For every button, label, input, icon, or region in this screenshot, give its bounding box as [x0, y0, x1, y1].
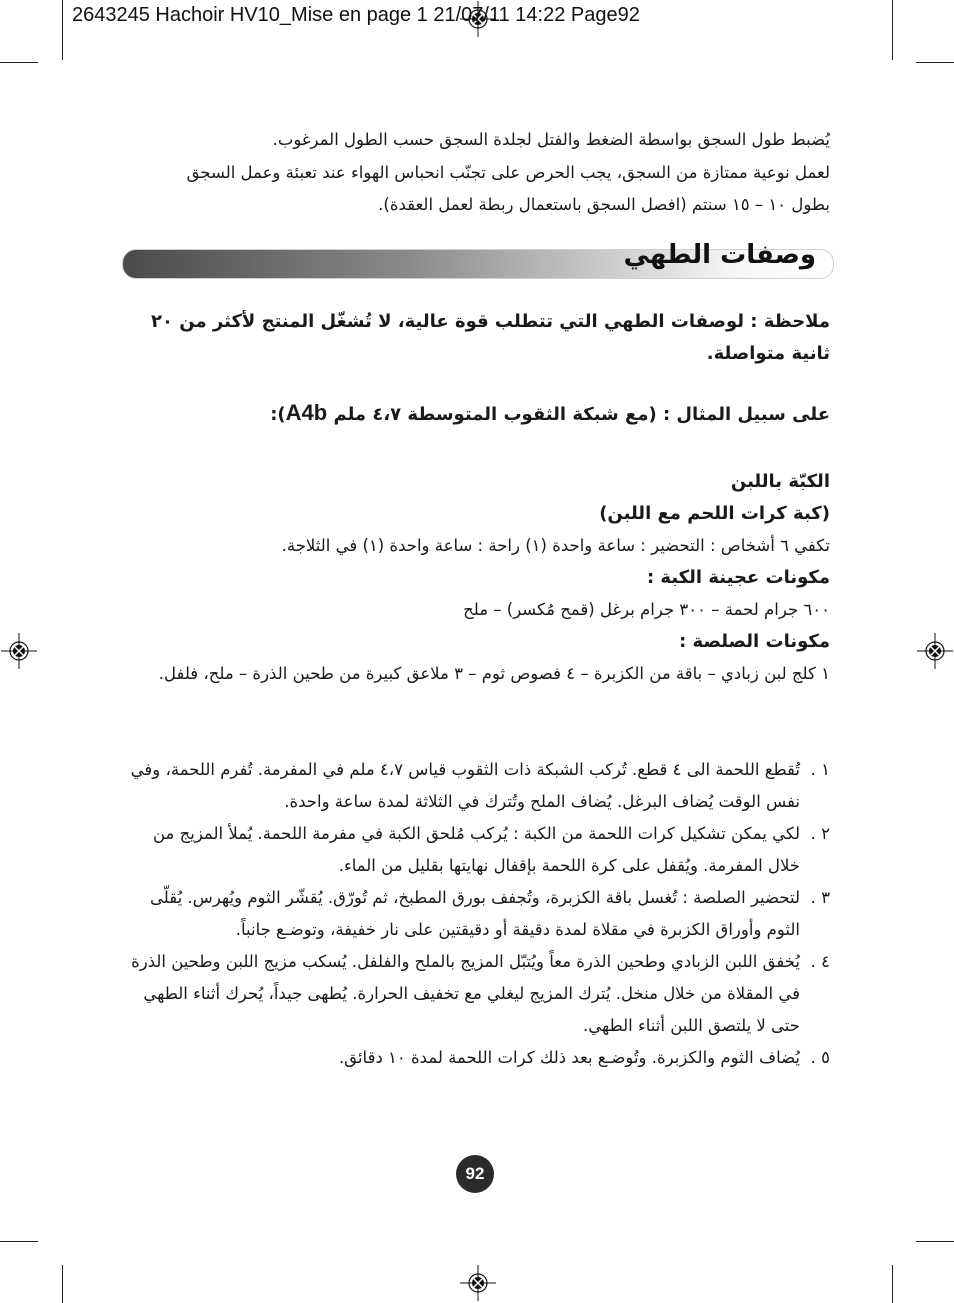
example-line	[118, 400, 830, 426]
crop-mark	[892, 0, 893, 60]
list-item	[118, 946, 830, 1042]
steps-list	[118, 754, 830, 1074]
dough-items: ٦٠٠ جرام لحمة – ٣٠٠ جرام برغل (قمح مُكسر) – ملح	[463, 600, 830, 619]
registration-mark-icon	[460, 1265, 496, 1301]
list-item	[118, 1042, 830, 1074]
step-text: تُقطع اللحمة الى ٤ قطع. تُركب الشبكة ذات الثقوب قياس ٤،٧ ملم في المفرمة. تُفرم اللحمة، وفي نفس الوقت يُضاف البرغل. يُضاف الملح وتُترك في الثلاثة لمدة ساعة واحدة.	[130, 760, 800, 811]
print-file-info: 2643245 Hachoir HV10_Mise en page 1 21/07/11 14:22 Page92	[72, 4, 640, 26]
crop-mark	[0, 62, 38, 63]
crop-mark	[916, 1241, 954, 1242]
example-suffix: ):	[270, 404, 286, 425]
step-number: ٢ .	[810, 824, 830, 843]
intro-line: يُضبط طول السجق بواسطة الضغط والفتل لجلدة السجق حسب الطول المرغوب.	[272, 130, 830, 149]
registration-mark-icon	[917, 633, 953, 669]
crop-mark	[916, 62, 954, 63]
recipe-block	[118, 466, 830, 690]
crop-mark	[0, 1241, 38, 1242]
sauce-items: ١ كلج لبن زبادي – باقة من الكزبرة – ٤ فصوص ثوم – ٣ ملاعق كبيرة من طحين الذرة – ملح، فلفل.	[158, 664, 830, 683]
step-text: يُخفق اللبن الزبادي وطحين الذرة معاً ويُتبّل المزيج بالملح والفلفل. يُسكب مزيج اللبن وطحين الذرة في المقلاة من خلال منخل. يُترك المزيج ليغلي مع تخفيف الحرارة. يُطهى جيداً، يُحرك أثناء الطهي حتى لا يلتصق اللبن أثناء الطهي.	[131, 952, 800, 1035]
step-number: ٥ .	[810, 1048, 830, 1067]
list-item	[118, 882, 830, 946]
example-prefix: على سبيل المثال : (مع شبكة الثقوب المتوسطة ٤،٧ ملم	[327, 404, 830, 425]
step-number: ٤ .	[810, 952, 830, 971]
list-item	[118, 754, 830, 818]
intro-line: لعمل نوعية ممتازة من السجق، يجب الحرص على تجنّب انحباس الهواء عند تعبئة وعمل السجق	[186, 162, 830, 182]
recipe-subtitle: (كبة كرات اللحم مع اللبن)	[599, 503, 830, 524]
step-number: ١ .	[810, 760, 830, 779]
step-text: يُضاف الثوم والكزبرة. وتُوضـع بعد ذلك كرات اللحمة لمدة ١٠ دقائق.	[338, 1048, 800, 1067]
intro-line: بطول ١٠ – ١٥ سنتم (افصل السجق باستعمال ربطة لعمل العقدة).	[378, 195, 830, 214]
crop-mark	[62, 1265, 63, 1303]
step-text: لكي يمكن تشكيل كرات اللحمة من الكبة : يُركب مُلحق الكبة في مفرمة اللحمة. يُملأ المزيج من خلال المفرمة. ويُقفل على كرة اللحمة بإقفال نهايتها بقليل من الماء.	[152, 824, 800, 875]
section-title: وصفات الطهي	[623, 240, 816, 270]
intro-paragraph	[120, 124, 830, 222]
sauce-heading: مكونات الصلصة :	[679, 631, 830, 652]
note-text: ملاحظة : لوصفات الطهي التي تتطلب قوة عالية، لا تُشغّل المنتج لأكثر من ٢٠ ثانية متواصلة.	[151, 311, 830, 364]
crop-mark	[892, 1265, 893, 1303]
step-text: لتحضير الصلصة : تُغسل باقة الكزبرة، وتُجفف بورق المطبخ، ثم تُورّق. يُقشّر الثوم ويُهرس. يُقلّى الثوم وأوراق الكزبرة في مقلاة لمدة دقيقة أو دقيقتين على نار خفيفة، وتوضـع جانباً.	[150, 888, 800, 939]
dough-heading: مكونات عجينة الكبة :	[646, 567, 830, 588]
list-item	[118, 818, 830, 882]
crop-mark	[62, 0, 63, 60]
registration-mark-icon	[1, 633, 37, 669]
recipe-serves: تكفي ٦ أشخاص : التحضير : ساعة واحدة (١) راحة : ساعة واحدة (١) في الثلاجة.	[281, 536, 830, 555]
grid-code: A4b	[285, 400, 328, 425]
recipe-title: الكبّة باللبن	[730, 471, 830, 492]
step-number: ٣ .	[810, 888, 830, 907]
page-number-badge: 92	[456, 1155, 494, 1193]
